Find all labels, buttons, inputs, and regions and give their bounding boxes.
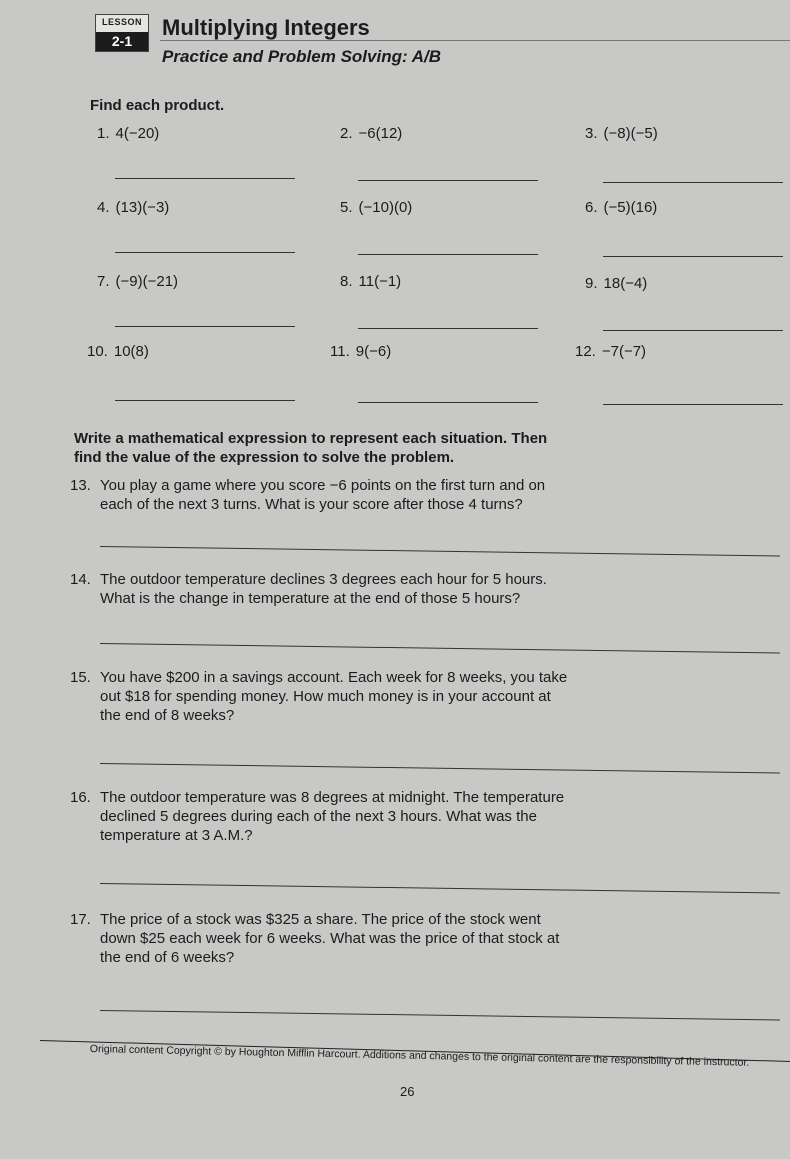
- problem-text-line: You have $200 in a savings account. Each week for 8 weeks, you take: [100, 669, 568, 686]
- problem-text-line: down $25 each week for 6 weeks. What was the price of that stock at: [100, 930, 560, 947]
- section1-instruction: Find each product.: [90, 97, 225, 114]
- problem-text-line: out $18 for spending money. How much money is in your account at: [100, 688, 551, 705]
- answer-line-5[interactable]: [358, 254, 538, 255]
- answer-line-15[interactable]: [100, 763, 780, 773]
- word-problem-15: [70, 668, 660, 725]
- problem-number: 13.: [70, 477, 91, 494]
- problem-expression: (−10)(0): [358, 199, 413, 216]
- problem-number: 12.: [575, 343, 596, 360]
- problem-number: 6.: [585, 199, 598, 216]
- answer-line-11[interactable]: [358, 402, 538, 403]
- problem-text-line: The price of a stock was $325 a share. The price of the stock went: [100, 911, 541, 928]
- problem-expression: (13)(−3): [115, 199, 170, 216]
- problem-expression: 4(−20): [115, 125, 160, 142]
- problem-number: 16.: [70, 789, 91, 806]
- lesson-label: LESSON: [101, 17, 142, 27]
- word-problem-14: [70, 570, 660, 608]
- answer-line-12[interactable]: [603, 404, 783, 405]
- problem-number: 9.: [585, 275, 598, 292]
- problem-number: 8.: [340, 273, 353, 290]
- answer-line-4[interactable]: [115, 252, 295, 253]
- problem-5: [340, 199, 412, 216]
- problem-6: [585, 199, 657, 216]
- problem-2: [340, 125, 402, 142]
- answer-line-13[interactable]: [100, 546, 780, 556]
- problem-expression: (−5)(16): [603, 199, 658, 216]
- answer-line-9[interactable]: [603, 330, 783, 331]
- problem-7: [97, 273, 178, 290]
- problem-9: [585, 275, 647, 292]
- answer-line-7[interactable]: [115, 326, 295, 327]
- answer-line-2[interactable]: [358, 180, 538, 181]
- problem-1: [97, 125, 159, 142]
- problem-text-line: The outdoor temperature was 8 degrees at midnight. The temperature: [100, 789, 565, 806]
- problem-number: 14.: [70, 571, 91, 588]
- problem-number: 10.: [87, 343, 108, 360]
- title-divider: [160, 40, 790, 41]
- word-problem-17: [70, 910, 660, 967]
- problem-text-line: What is the change in temperature at the end of those 5 hours?: [100, 590, 521, 607]
- answer-line-3[interactable]: [603, 182, 783, 183]
- problem-expression: −6(12): [358, 125, 403, 142]
- word-problem-13: [70, 476, 660, 514]
- problem-expression: (−8)(−5): [603, 125, 658, 142]
- problem-text-line: declined 5 degrees during each of the next 3 hours. What was the: [100, 808, 537, 825]
- answer-line-6[interactable]: [603, 256, 783, 257]
- problem-text-line: The outdoor temperature declines 3 degrees each hour for 5 hours.: [100, 571, 547, 588]
- page-subtitle: Practice and Problem Solving: A/B: [162, 47, 441, 66]
- problem-8: [340, 273, 401, 290]
- copyright-notice: Original content Copyright © by Houghton Mifflin Harcourt. Additions and changes to the original content are the responsibility of the instructor.: [89, 1043, 750, 1069]
- word-problem-16: [70, 788, 660, 845]
- problem-12: [575, 343, 646, 360]
- section2-instruction-line2: find the value of the expression to solve the problem.: [74, 449, 455, 466]
- lesson-number: 2-1: [96, 32, 148, 51]
- problem-text-line: temperature at 3 A.M.?: [100, 827, 253, 844]
- problem-expression: −7(−7): [601, 343, 647, 360]
- answer-line-16[interactable]: [100, 883, 780, 893]
- problem-expression: (−9)(−21): [115, 273, 179, 290]
- problem-expression: 9(−6): [355, 343, 392, 360]
- problem-number: 7.: [97, 273, 110, 290]
- problem-11: [330, 343, 391, 360]
- problem-4: [97, 199, 169, 216]
- problem-text-line: You play a game where you score −6 points on the first turn and on: [100, 477, 546, 494]
- page-title: Multiplying Integers: [162, 15, 370, 40]
- lesson-badge: [95, 14, 149, 52]
- problem-3: [585, 125, 658, 142]
- problem-expression: 10(8): [113, 343, 149, 360]
- problem-number: 3.: [585, 125, 598, 142]
- answer-line-17[interactable]: [100, 1010, 780, 1020]
- problem-number: 11.: [330, 343, 350, 360]
- answer-line-1[interactable]: [115, 178, 295, 179]
- problem-text-line: each of the next 3 turns. What is your score after those 4 turns?: [100, 496, 523, 513]
- problem-expression: 18(−4): [603, 275, 648, 292]
- problem-number: 4.: [97, 199, 110, 216]
- problem-expression: 11(−1): [358, 273, 402, 290]
- problem-number: 5.: [340, 199, 353, 216]
- problem-text-line: the end of 8 weeks?: [100, 707, 235, 724]
- answer-line-14[interactable]: [100, 643, 780, 653]
- problem-number: 17.: [70, 911, 91, 928]
- problem-number: 1.: [97, 125, 110, 142]
- problem-text-line: the end of 6 weeks?: [100, 949, 235, 966]
- section2-instruction-line1: Write a mathematical expression to represent each situation. Then: [74, 430, 548, 447]
- problem-number: 2.: [340, 125, 353, 142]
- problem-10: [87, 343, 149, 360]
- problem-number: 15.: [70, 669, 91, 686]
- answer-line-8[interactable]: [358, 328, 538, 329]
- answer-line-10[interactable]: [115, 400, 295, 401]
- page-number: 26: [400, 1084, 415, 1099]
